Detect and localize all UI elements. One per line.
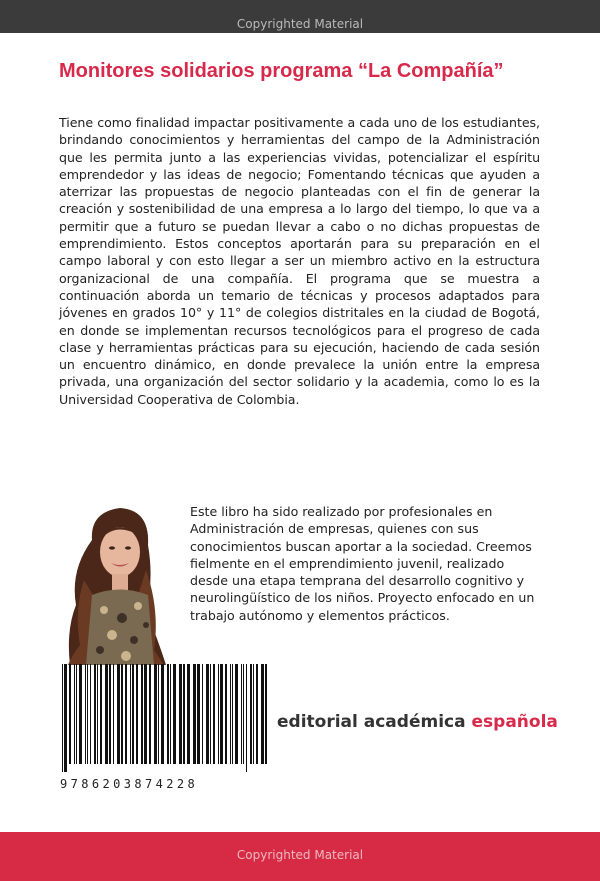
book-description: Tiene como finalidad impactar positivamente a cada uno de los estudiantes, brindando conocimientos y herramientas del campo de la Administración que les permita junto a las experiencias vividas, potencializar el espíritu emprendedor y las ideas de negocio; Fomentando técnicas que ayuden a aterrizar las propuestas de negocio planteadas con el fin de generar la creación y sostenibilidad de una empresa a lo largo del tiempo, lo que va a permitir que a futuro se puedan llevar a cabo o no dichas propuestas de emprendimiento. Estos conceptos aportarán para su preparación en el campo laboral y con esto llegar a ser un miembro activo en la estructura organizacional de una compañía. El programa que se muestra a continuación aborda un temario de técnicas y procesos adaptados para jóvenes en grados 10° y 11° de colegios distritales en la ciudad de Bogotá, en donde se implementan recursos tecnológicos para el progreso de cada clase y herramientas prácticas para su ejecución, haciendo de cada sesión un encuentro dinámico, en donde prevalece la unión entre la empresa privada, una organización del sector solidario y la academia, como lo es la Universidad Cooperativa de Colombia. — [59, 115, 540, 407]
author-photo — [62, 500, 172, 665]
book-title: Monitores solidarios programa “La Compañía” — [59, 60, 504, 82]
isbn-barcode — [60, 664, 270, 772]
publisher-name: editorial académica — [277, 712, 466, 732]
author-bio: Este libro ha sido realizado por profesionales en Administración de empresas, quienes con sus conocimientos buscan aportar a la sociedad. Creemos fielmente en el emprendimiento juvenil, realizado desde una etapa temprana del desarrollo cognitivo y neurolingüístico de los niños. Proyecto enfocado en un trabajo autónomo y elementos prácticos. — [190, 504, 535, 623]
publisher-name-accent: española — [471, 712, 558, 732]
copyright-watermark-bottom: Copyrighted Material — [236, 848, 364, 862]
copyright-watermark-top: Copyrighted Material — [236, 17, 364, 31]
publisher-logo — [277, 712, 558, 732]
isbn-number: 9786203874228 — [60, 777, 199, 791]
